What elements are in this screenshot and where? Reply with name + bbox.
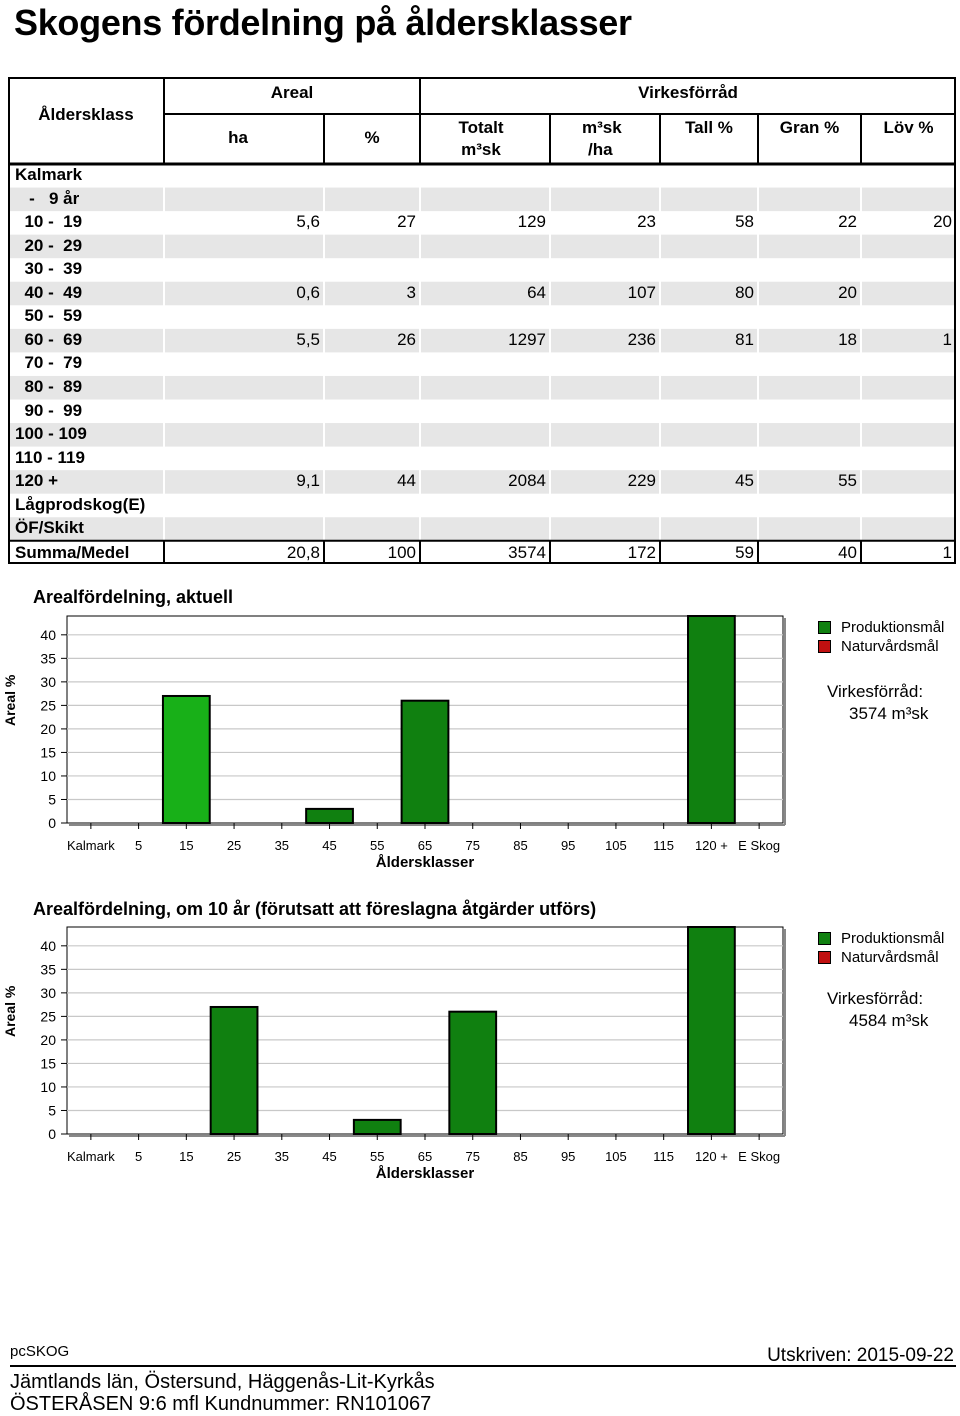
header-ha: ha xyxy=(228,128,248,147)
legend-item-naturvard xyxy=(818,637,944,656)
header-aldersklass: Åldersklass xyxy=(38,105,134,124)
bar-15 xyxy=(163,696,210,823)
legend-swatch xyxy=(818,932,831,945)
x-tick-label: 65 xyxy=(417,838,433,853)
plot-area xyxy=(67,927,783,1134)
cell-m3: 23 xyxy=(637,212,656,232)
header-totalt: Totalt xyxy=(458,118,504,137)
legend-item-produktion xyxy=(818,618,944,637)
y-tick-label: 5 xyxy=(48,791,56,808)
cell-tall: 59 xyxy=(735,542,754,562)
legend-label: Produktionsmål xyxy=(841,619,945,636)
x-tick-label: 45 xyxy=(322,838,337,853)
y-tick-label: 35 xyxy=(40,961,56,978)
y-tick-label: 40 xyxy=(40,626,56,643)
x-tick-label: 35 xyxy=(274,1149,290,1164)
header-totalt-unit: m³sk xyxy=(461,140,501,159)
y-axis-label: Areal % xyxy=(2,674,18,726)
cell-m3: 107 xyxy=(627,282,656,302)
y-tick-label: 15 xyxy=(40,744,56,761)
row-label: 110 - 119 xyxy=(15,447,85,467)
footer-printed-date: Utskriven: 2015-09-22 xyxy=(767,1345,954,1366)
legend-label: Naturvårdsmål xyxy=(841,638,939,655)
header-pct: % xyxy=(364,128,380,147)
y-tick-label: 30 xyxy=(40,673,56,690)
y-tick-label: 25 xyxy=(40,1008,56,1025)
x-tick-label: 15 xyxy=(179,838,194,853)
x-tick-label: 120 + xyxy=(694,838,728,853)
x-tick-label: 115 xyxy=(653,838,675,853)
header-areal: Areal xyxy=(270,83,314,102)
header-virkesforrad: Virkesförråd xyxy=(638,83,738,102)
x-tick-label: 75 xyxy=(465,1149,480,1164)
x-tick-label: E Skog xyxy=(738,838,781,853)
cell-pct: 3 xyxy=(406,282,416,302)
x-axis-label: Åldersklasser xyxy=(375,1165,475,1182)
row-label: Summa/Medel xyxy=(15,542,130,562)
header-m3ha: m³sk xyxy=(582,118,622,137)
y-tick-label: 20 xyxy=(40,1031,56,1048)
x-tick-label: 55 xyxy=(370,1149,385,1164)
bar-65 xyxy=(402,701,449,823)
row-label: 120 + xyxy=(15,471,59,491)
y-tick-label: 25 xyxy=(40,697,56,714)
x-tick-label: 105 xyxy=(605,838,627,853)
bar-55 xyxy=(354,1120,401,1134)
cell-m3: 229 xyxy=(627,471,656,491)
bar-120plus xyxy=(688,616,735,823)
bar-120plus xyxy=(688,927,735,1134)
x-tick-label: 105 xyxy=(605,1149,627,1164)
y-tick-label: 10 xyxy=(40,767,56,784)
x-tick-label: 95 xyxy=(560,1149,576,1164)
legend xyxy=(818,618,944,656)
page-title: Skogens fördelning på åldersklasser xyxy=(14,2,632,43)
age-class-table xyxy=(8,77,956,564)
cell-tot: 129 xyxy=(517,212,546,232)
cell-lov: 1 xyxy=(942,542,952,562)
chart-title: Arealfördelning, om 10 år (förutsatt att föreslagna åtgärder utförs) xyxy=(33,899,597,919)
row-label: 100 - 109 xyxy=(15,424,87,444)
x-tick-label: 5 xyxy=(134,838,143,853)
y-axis-label: Areal % xyxy=(2,985,18,1037)
legend-item-naturvard xyxy=(818,948,944,967)
x-tick-label: 55 xyxy=(370,838,385,853)
y-tick-label: 15 xyxy=(40,1055,56,1072)
cell-ha: 5,5 xyxy=(296,329,320,349)
header-m3ha-unit: /ha xyxy=(588,140,613,159)
row-label: 70 - 79 xyxy=(15,353,83,373)
row-label: 20 - 29 xyxy=(15,235,83,255)
cell-tot: 1297 xyxy=(508,329,546,349)
cell-tall: 80 xyxy=(735,282,754,302)
x-tick-label: 5 xyxy=(134,1149,143,1164)
y-tick-label: 0 xyxy=(48,815,56,831)
x-tick-label: 45 xyxy=(322,1149,337,1164)
footer-divider xyxy=(10,1365,956,1367)
volume-value: 4584 m³sk xyxy=(849,1011,929,1030)
x-tick-label: 120 + xyxy=(694,1149,728,1164)
cell-lov: 20 xyxy=(933,212,952,232)
x-tick-label: 35 xyxy=(274,838,290,853)
row-label: 80 - 89 xyxy=(15,376,83,396)
header-lov: Löv % xyxy=(883,118,934,137)
cell-gran: 40 xyxy=(838,542,857,562)
x-tick-label: E Skog xyxy=(738,1149,781,1164)
row-label: 90 - 99 xyxy=(15,400,83,420)
chart-current xyxy=(0,580,960,880)
y-tick-label: 10 xyxy=(40,1078,56,1095)
x-tick-label: Kalmark xyxy=(67,838,115,853)
row-label: Kalmark xyxy=(15,165,83,184)
x-tick-label: 25 xyxy=(226,1149,242,1164)
row-label: 40 - 49 xyxy=(15,282,83,302)
cell-tall: 81 xyxy=(735,329,754,349)
legend-swatch xyxy=(818,951,831,964)
legend-swatch xyxy=(818,621,831,634)
cell-gran: 22 xyxy=(838,212,857,232)
cell-m3: 236 xyxy=(627,329,656,349)
cell-tall: 58 xyxy=(735,212,754,232)
cell-tot: 64 xyxy=(527,282,546,302)
bar-25 xyxy=(211,1007,258,1134)
row-label: 30 - 39 xyxy=(15,259,83,279)
footer-location: Jämtlands län, Östersund, Häggenås-Lit-Kyrkås xyxy=(10,1371,435,1393)
row-label: ÖF/Skikt xyxy=(15,518,84,538)
row-label: - 9 år xyxy=(15,188,80,208)
cell-gran: 20 xyxy=(838,282,857,302)
legend xyxy=(818,929,944,967)
cell-tot: 3574 xyxy=(508,542,546,562)
bar-chart xyxy=(0,891,960,1191)
volume-label: Virkesförråd: xyxy=(827,682,924,701)
x-tick-label: Kalmark xyxy=(67,1149,115,1164)
row-label: 60 - 69 xyxy=(15,329,83,349)
footer-property: ÖSTERÅSEN 9:6 mfl Kundnummer: RN101067 xyxy=(10,1393,432,1415)
header-tall: Tall % xyxy=(685,118,733,137)
y-tick-label: 5 xyxy=(48,1102,56,1119)
chart-title: Arealfördelning, aktuell xyxy=(33,587,234,607)
x-tick-label: 65 xyxy=(417,1149,433,1164)
cell-pct: 26 xyxy=(397,329,416,349)
cell-gran: 55 xyxy=(838,471,857,491)
y-tick-label: 0 xyxy=(48,1126,56,1142)
row-label: 50 - 59 xyxy=(15,306,83,326)
cell-pct: 100 xyxy=(387,542,416,562)
cell-pct: 44 xyxy=(397,471,416,491)
x-tick-label: 75 xyxy=(465,838,480,853)
cell-ha: 0,6 xyxy=(296,282,320,302)
volume-value: 3574 m³sk xyxy=(849,704,929,723)
row-label: 10 - 19 xyxy=(15,212,83,232)
bar-chart xyxy=(0,580,960,880)
x-tick-label: 15 xyxy=(179,1149,194,1164)
y-tick-label: 35 xyxy=(40,650,56,667)
y-tick-label: 20 xyxy=(40,720,56,737)
bar-45 xyxy=(306,809,353,823)
cell-tall: 45 xyxy=(735,471,754,491)
footer-brand: pcSKOG xyxy=(10,1343,70,1360)
cell-m3: 172 xyxy=(627,542,656,562)
cell-ha: 20,8 xyxy=(286,542,320,562)
x-tick-label: 85 xyxy=(513,1149,528,1164)
x-tick-label: 115 xyxy=(653,1149,675,1164)
volume-label: Virkesförråd: xyxy=(827,989,924,1008)
x-axis-label: Åldersklasser xyxy=(375,854,475,871)
x-tick-label: 95 xyxy=(560,838,576,853)
header-gran: Gran % xyxy=(779,118,840,137)
cell-tot: 2084 xyxy=(508,471,546,491)
cell-lov: 1 xyxy=(942,329,952,349)
cell-ha: 9,1 xyxy=(296,471,320,491)
legend-label: Produktionsmål xyxy=(841,930,945,947)
chart-in-10-years xyxy=(0,891,960,1191)
bar-75 xyxy=(449,1012,496,1134)
legend-swatch xyxy=(818,640,831,653)
y-tick-label: 40 xyxy=(40,937,56,954)
cell-gran: 18 xyxy=(838,329,857,349)
legend-item-produktion xyxy=(818,929,944,948)
x-tick-label: 25 xyxy=(226,838,242,853)
row-label: Lågprodskog(E) xyxy=(15,494,146,514)
y-tick-label: 30 xyxy=(40,984,56,1001)
cell-pct: 27 xyxy=(397,212,416,232)
x-tick-label: 85 xyxy=(513,838,528,853)
legend-label: Naturvårdsmål xyxy=(841,949,939,966)
cell-ha: 5,6 xyxy=(296,212,320,232)
